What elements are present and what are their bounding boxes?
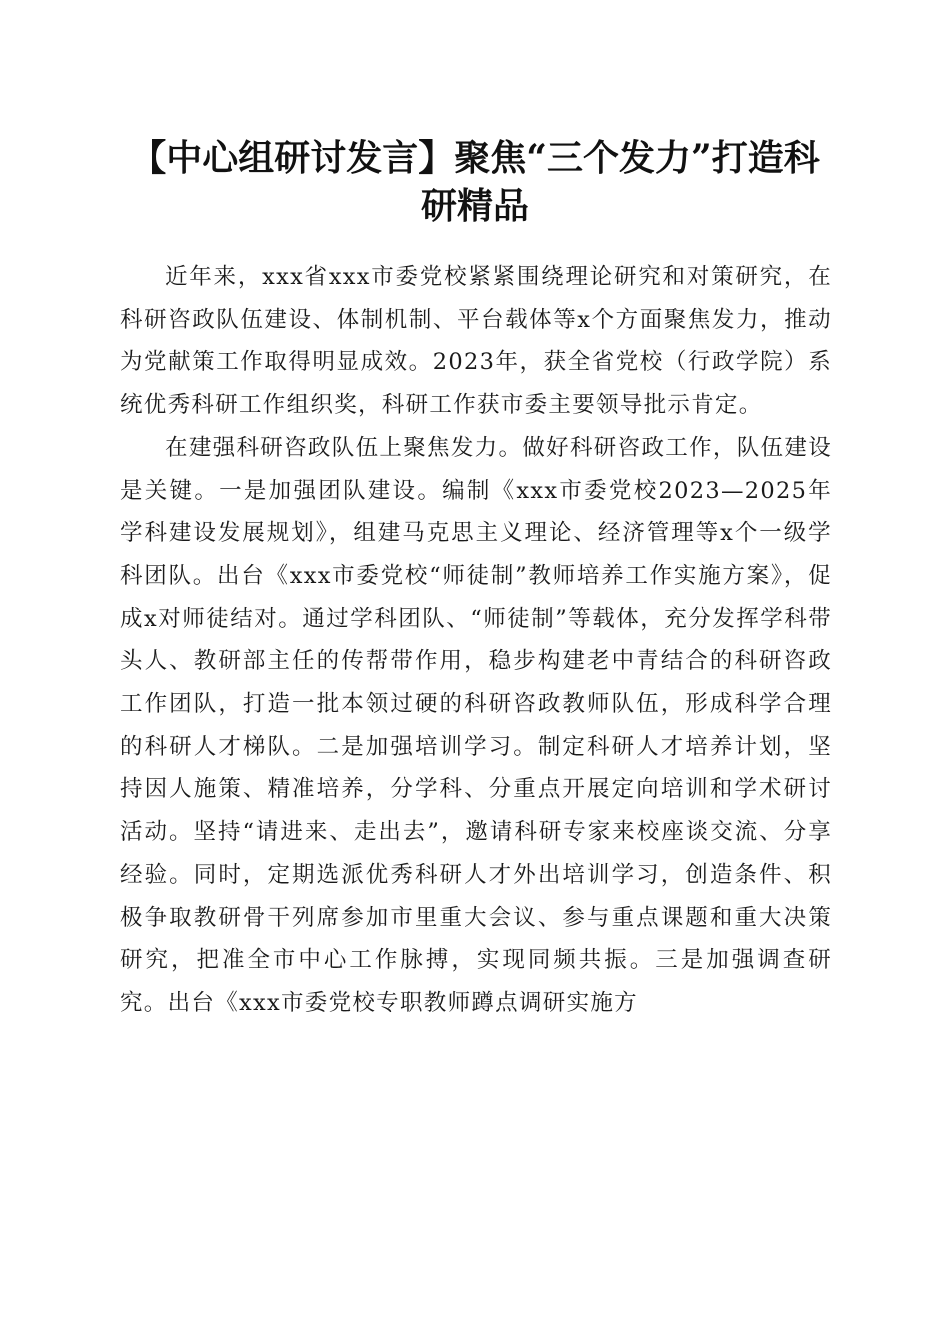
- document-title-line-1: 【中心组研讨发言】聚焦“三个发力”打造科: [130, 137, 820, 179]
- paragraph-intro: 近年来，xxx省xxx市委党校紧紧围绕理论研究和对策研究，在科研咨政队伍建设、体制机制、平台载体等x个方面聚焦发力，推动为党献策工作取得明显成效。2023年，获全省党校（行政学院）系统优秀科研工作组织奖，科研工作获市委主要领导批示肯定。: [120, 264, 832, 419]
- document-title-line-2: 研精品: [420, 185, 529, 227]
- document-title: [100, 134, 850, 230]
- document-body: [120, 256, 832, 1025]
- paragraph-team-building: 在建强科研咨政队伍上聚焦发力。做好科研咨政工作，队伍建设是关键。一是加强团队建设。编制《xxx市委党校2023—2025年学科建设发展规划》，组建马克思主义理论、经济管理等x个一级学科团队。出台《xxx市委党校“师徒制”教师培养工作实施方案》，促成x对师徒结对。通过学科团队、“师徒制”等载体，充分发挥学科带头人、教研部主任的传帮带作用，稳步构建老中青结合的科研咨政工作团队，打造一批本领过硬的科研咨政教师队伍，形成科学合理的科研人才梯队。二是加强培训学习。制定科研人才培养计划，坚持因人施策、精准培养，分学科、分重点开展定向培训和学术研讨活动。坚持“请进来、走出去”，邀请科研专家来校座谈交流、分享经验。同时，定期选派优秀科研人才外出培训学习，创造条件、积极争取教研骨干列席参加市里重大会议、参与重点课题和重大决策研究，把准全市中心工作脉搏，实现同频共振。三是加强调查研究。出台《xxx市委党校专职教师蹲点调研实施方: [120, 434, 832, 1016]
